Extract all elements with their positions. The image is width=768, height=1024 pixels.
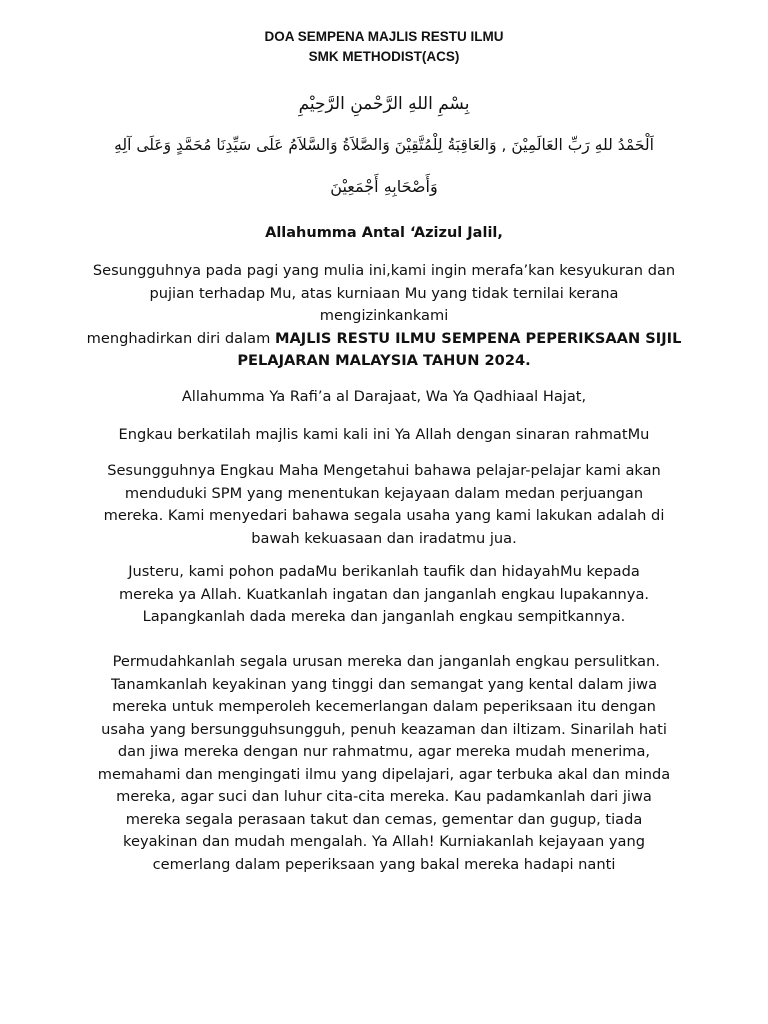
paragraph-4-line: mereka ya Allah. Kuatkanlah ingatan dan janganlah engkau lupakannya.	[118, 585, 650, 603]
paragraph-3-line: menduduki SPM yang menentukan kejayaan dalam medan perjuangan	[124, 484, 644, 502]
paragraph-5-line: memahami dan mengingati ilmu yang dipelajari, agar terbuka akal dan minda	[97, 765, 671, 783]
school-name: SMK METHODIST(ACS)	[308, 49, 460, 64]
paragraph-5-line: mereka segala perasaan takut dan cemas, gementar dan gugup, tiada	[125, 810, 643, 828]
paragraph-1-plain-text: menghadirkan diri dalam	[86, 329, 275, 347]
paragraph-1-line: pujian terhadap Mu, atas kurniaan Mu yang tidak ternilai kerana	[149, 284, 619, 302]
arabic-praise-line-2: وَأَصْحَابِهِ أَجْمَعِيْنَ	[330, 177, 438, 196]
paragraph-5-line: Permudahkanlah segala urusan mereka dan janganlah engkau persulitkan.	[108, 653, 660, 670]
salutation-heading: Allahumma Antal ‘Azizul Jalil,	[265, 225, 503, 241]
paragraph-1-line: mengizinkankami	[319, 307, 449, 324]
paragraph-2: Engkau berkatilah majlis kami kali ini Ya Allah dengan sinaran rahmatMu	[118, 426, 650, 443]
paragraph-5-line: dan jiwa mereka dengan nur rahmatmu, agar mereka mudah menerima,	[117, 743, 651, 760]
paragraph-5	[80, 651, 688, 876]
paragraph-1	[86, 260, 682, 373]
paragraph-1-line	[86, 328, 682, 351]
paragraph-4	[86, 561, 682, 629]
arabic-praise-line-1: اَلْحَمْدُ للهِ رَبِّ العَالَمِيْنَ , وَالعَاقِبَةُ لِلْمُتَّقِيْنَ وَالصَّلاَةُ وَالسَّلاَمُ عَلَى سَيِّدِنَا مُحَمَّدٍ وَعَلَى آلِهِ	[114, 136, 654, 154]
paragraph-3-line: bawah kekuasaan dan iradatmu jua.	[251, 529, 517, 547]
paragraph-5-line: cemerlang dalam peperiksaan yang bakal mereka hadapi nanti	[152, 855, 616, 873]
paragraph-5-line: mereka, agar suci dan luhur cita-cita mereka. Kau padamkanlah dari jiwa	[116, 788, 652, 805]
document-title: DOA SEMPENA MAJLIS RESTU ILMU	[264, 29, 504, 44]
paragraph-5-line: usaha yang bersungguhsungguh, penuh keazaman dan iltizam. Sinarilah hati	[101, 720, 667, 738]
basmalah-text: بِسْمِ اللهِ الرَّحْمنِ الرَّحِيْمِ	[298, 94, 470, 114]
paragraph-1-line	[86, 350, 682, 373]
paragraph-3-line: mereka. Kami menyedari bahawa segala usaha yang kami lakukan adalah di	[103, 507, 665, 524]
paragraph-5-line: mereka untuk memperoleh kecemerlangan dalam peperiksaan itu dengan	[112, 698, 656, 715]
paragraph-5-line: Tanamkanlah keyakinan yang tinggi dan semangat yang kental dalam jiwa	[110, 675, 658, 693]
event-name-bold: MAJLIS RESTU ILMU SEMPENA PEPERIKSAAN SIJIL	[274, 329, 682, 347]
event-name-bold-cont: PELAJARAN MALAYSIA TAHUN 2024.	[237, 352, 531, 369]
paragraph-3	[86, 460, 682, 550]
paragraph-4-line: Justeru, kami pohon padaMu berikanlah taufik dan hidayahMu kepada	[128, 563, 640, 580]
invocation-line: Allahumma Ya Rafi’a al Darajaat, Wa Ya Qadhiaal Hajat,	[181, 388, 587, 405]
paragraph-5-line: keyakinan dan mudah mengalah. Ya Allah! Kurniakanlah kejayaan yang	[123, 833, 645, 850]
paragraph-4-line: Lapangkanlah dada mereka dan janganlah engkau sempitkannya.	[142, 608, 626, 625]
paragraph-3-line: Sesungguhnya Engkau Maha Mengetahui bahawa pelajar-pelajar kami akan	[107, 462, 661, 479]
paragraph-1-line: Sesungguhnya pada pagi yang mulia ini,kami ingin merafa’kan kesyukuran dan	[92, 262, 676, 279]
